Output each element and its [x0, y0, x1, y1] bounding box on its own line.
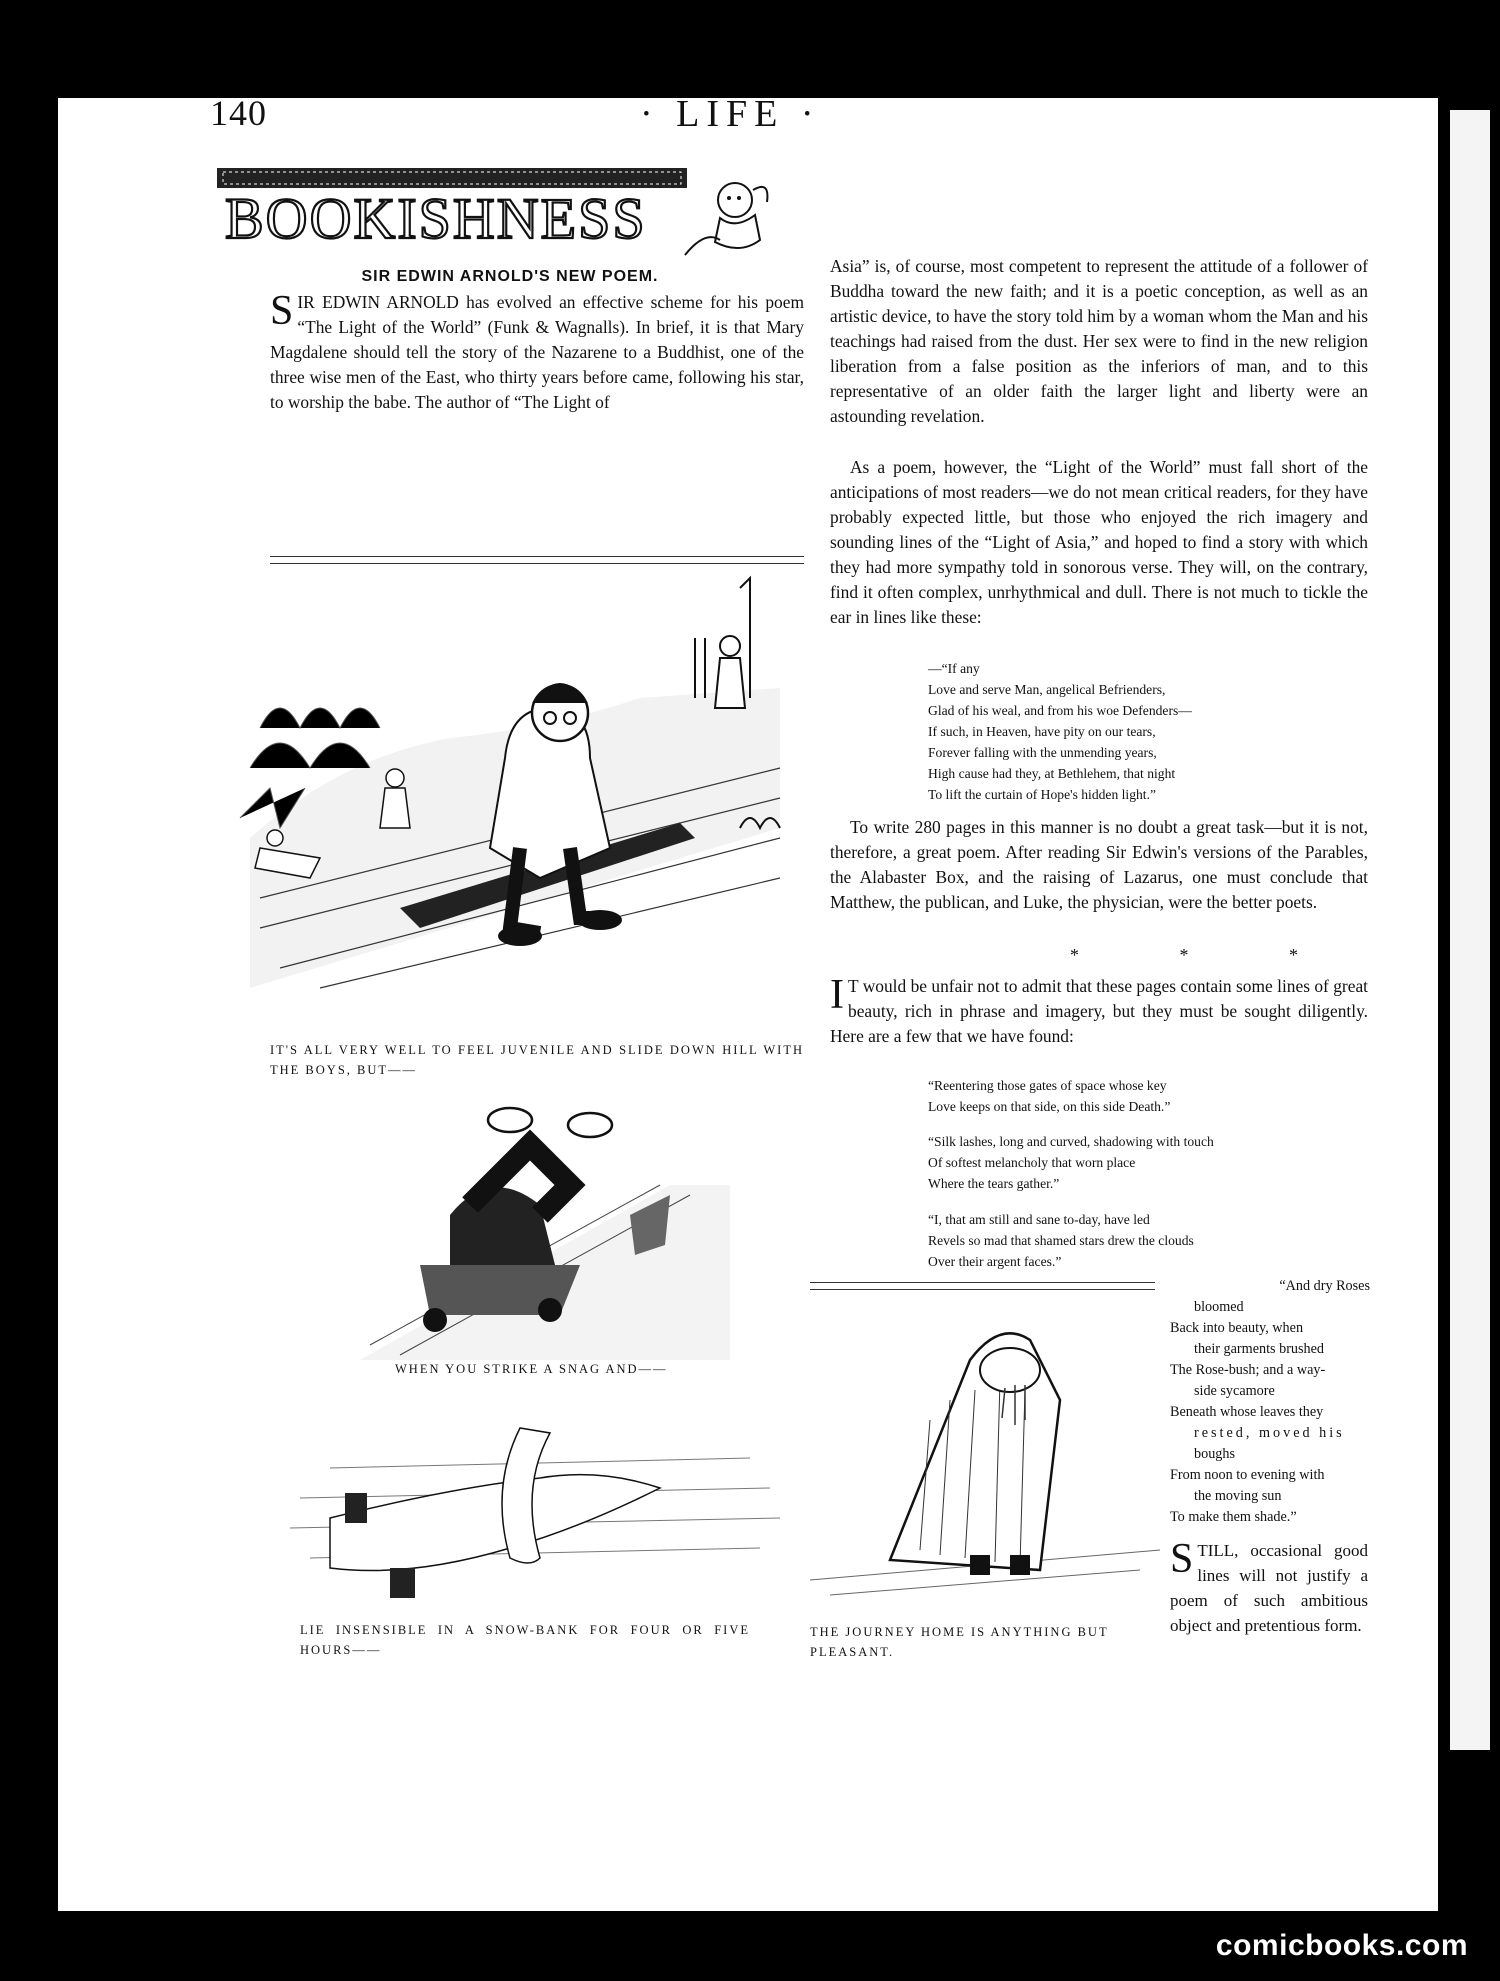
site-watermark: comicbooks.com	[1215, 1929, 1468, 1962]
right-column-p2	[830, 455, 1368, 630]
article-subhead: SIR EDWIN ARNOLD'S NEW POEM.	[361, 268, 659, 285]
right-column-p4	[830, 974, 1368, 1049]
caption-snowbank: LIE INSENSIBLE IN A SNOW-BANK FOR FOUR OR FIVE HOURS——	[300, 1623, 750, 1657]
divider-rule-2	[810, 1282, 1155, 1290]
bookishness-masthead	[215, 160, 775, 260]
paragraph-4: T would be unfair not to admit that these pages contain some lines of great beauty, rich in phrase and imagery, but they must be sought diligently. Here are a few that we have found:	[830, 976, 1368, 1046]
masthead-label: BOOKISHNESS	[225, 186, 647, 251]
paragraph-1: Asia” is, of course, most competent to represent the attitude of a follower of Buddha toward the new faith; and it is a poetic conception, as well as an artistic device, to have the story told him by a woman whom the Man and his teachings had raised from the dust. Her sex were to find in the new religion liberation from a false position as the inferiors of man, and to this representative of an older faith the larger light and liberty were an astounding revelation.	[830, 256, 1368, 426]
divider-rule	[270, 556, 804, 564]
caption-snag: WHEN YOU STRIKE A SNAG AND——	[395, 1362, 668, 1376]
poem-line: side sycamore	[1194, 1383, 1275, 1399]
section-stars: * * *	[1070, 945, 1346, 965]
poem-line: Beneath whose leaves they	[1170, 1404, 1324, 1420]
quote-1: “Reentering those gates of space whose key Love keeps on that side, on this side Death.”	[928, 1078, 1171, 1114]
poem-line: the moving sun	[1194, 1488, 1282, 1504]
quote-2: “Silk lashes, long and curved, shadowing with touch Of softest melancholy that worn place Where the tears gather.”	[928, 1134, 1214, 1191]
closing-paragraph	[1170, 1538, 1368, 1638]
dropcap-s-closing: S	[1170, 1536, 1194, 1582]
intro-paragraph	[270, 290, 804, 415]
sledding-illustration	[220, 568, 810, 1028]
poem-line: their garments brushed	[1194, 1341, 1325, 1357]
poem-line: “And dry Roses	[1279, 1278, 1370, 1294]
paragraph-3: To write 280 pages in this manner is no doubt a great task—but it is not, therefore, a great poem. After reading Sir Edwin's versions of the Parables, the Alabaster Box, and the raising of Lazarus, one must conclude that Matthew, the publican, and Luke, the physician, were the better poets.	[830, 817, 1368, 912]
dropcap-i: I	[830, 972, 844, 1018]
page-number: 140	[210, 93, 267, 133]
poem-line: boughs	[1194, 1446, 1235, 1462]
poem-line: The Rose-bush; and a way-	[1170, 1362, 1326, 1378]
poem-excerpt-1: —“If any Love and serve Man, angelical Befrienders, Glad of his weal, and from his woe Defenders— If such, in Heaven, have pity on our tears, Forever falling with the unmending years, High cause had they, at Bethlehem, that night To lift the curtain of Hope's hidden light.”	[928, 661, 1192, 802]
poem-line: rested, moved his	[1194, 1425, 1345, 1441]
narrow-poem	[1170, 1276, 1370, 1528]
caption-journey-home: THE JOURNEY HOME IS ANYTHING BUT PLEASANT.	[810, 1625, 1109, 1659]
intro-text: IR EDWIN ARNOLD has evolved an effective scheme for his poem “The Light of the World” (Funk & Wagnalls). In brief, it is that Mary Magdalene should tell the story of the Nazarene to a Buddhist, one of the three wise men of the East, who thirty years before came, following his star, to worship the babe. The author of “The Light of	[270, 292, 804, 412]
paragraph-2: As a poem, however, the “Light of the World” must fall short of the anticipations of most readers—we do not mean critical readers, for they have probably expected little, but those who enjoyed the rich imagery and sounding lines of the “Light of Asia,” and hoped to find a story with which they had more sympathy told in sonorous verse. They will, on the contrary, find it often complex, unrhythmical and dull. There is not much to tickle the ear in lines like these:	[830, 457, 1368, 627]
caption-sledding: IT'S ALL VERY WELL TO FEEL JUVENILE AND SLIDE DOWN HILL WITH THE BOYS, BUT——	[270, 1043, 804, 1077]
next-page-edge	[1450, 110, 1490, 1750]
dropcap-s: S	[270, 288, 294, 334]
cherub-figure	[685, 183, 767, 255]
snowbank-illustration	[290, 1408, 780, 1608]
journey-home-illustration	[810, 1300, 1160, 1600]
poem-line: To make them shade.”	[1170, 1509, 1297, 1525]
right-column-p3	[830, 815, 1368, 915]
quote-3: “I, that am still and sane to-day, have led Revels so mad that shamed stars drew the clouds Over their argent faces.”	[928, 1212, 1194, 1269]
poem-line: Back into beauty, when	[1170, 1320, 1304, 1336]
poem-line: bloomed	[1194, 1299, 1244, 1315]
snag-illustration	[360, 1085, 730, 1360]
running-title: · LIFE ·	[640, 93, 821, 135]
poem-line: From noon to evening with	[1170, 1467, 1325, 1483]
right-column-p1	[830, 254, 1368, 429]
closing-text: TILL, occasional good lines will not justify a poem of such ambitious object and pretentious form.	[1170, 1541, 1368, 1635]
